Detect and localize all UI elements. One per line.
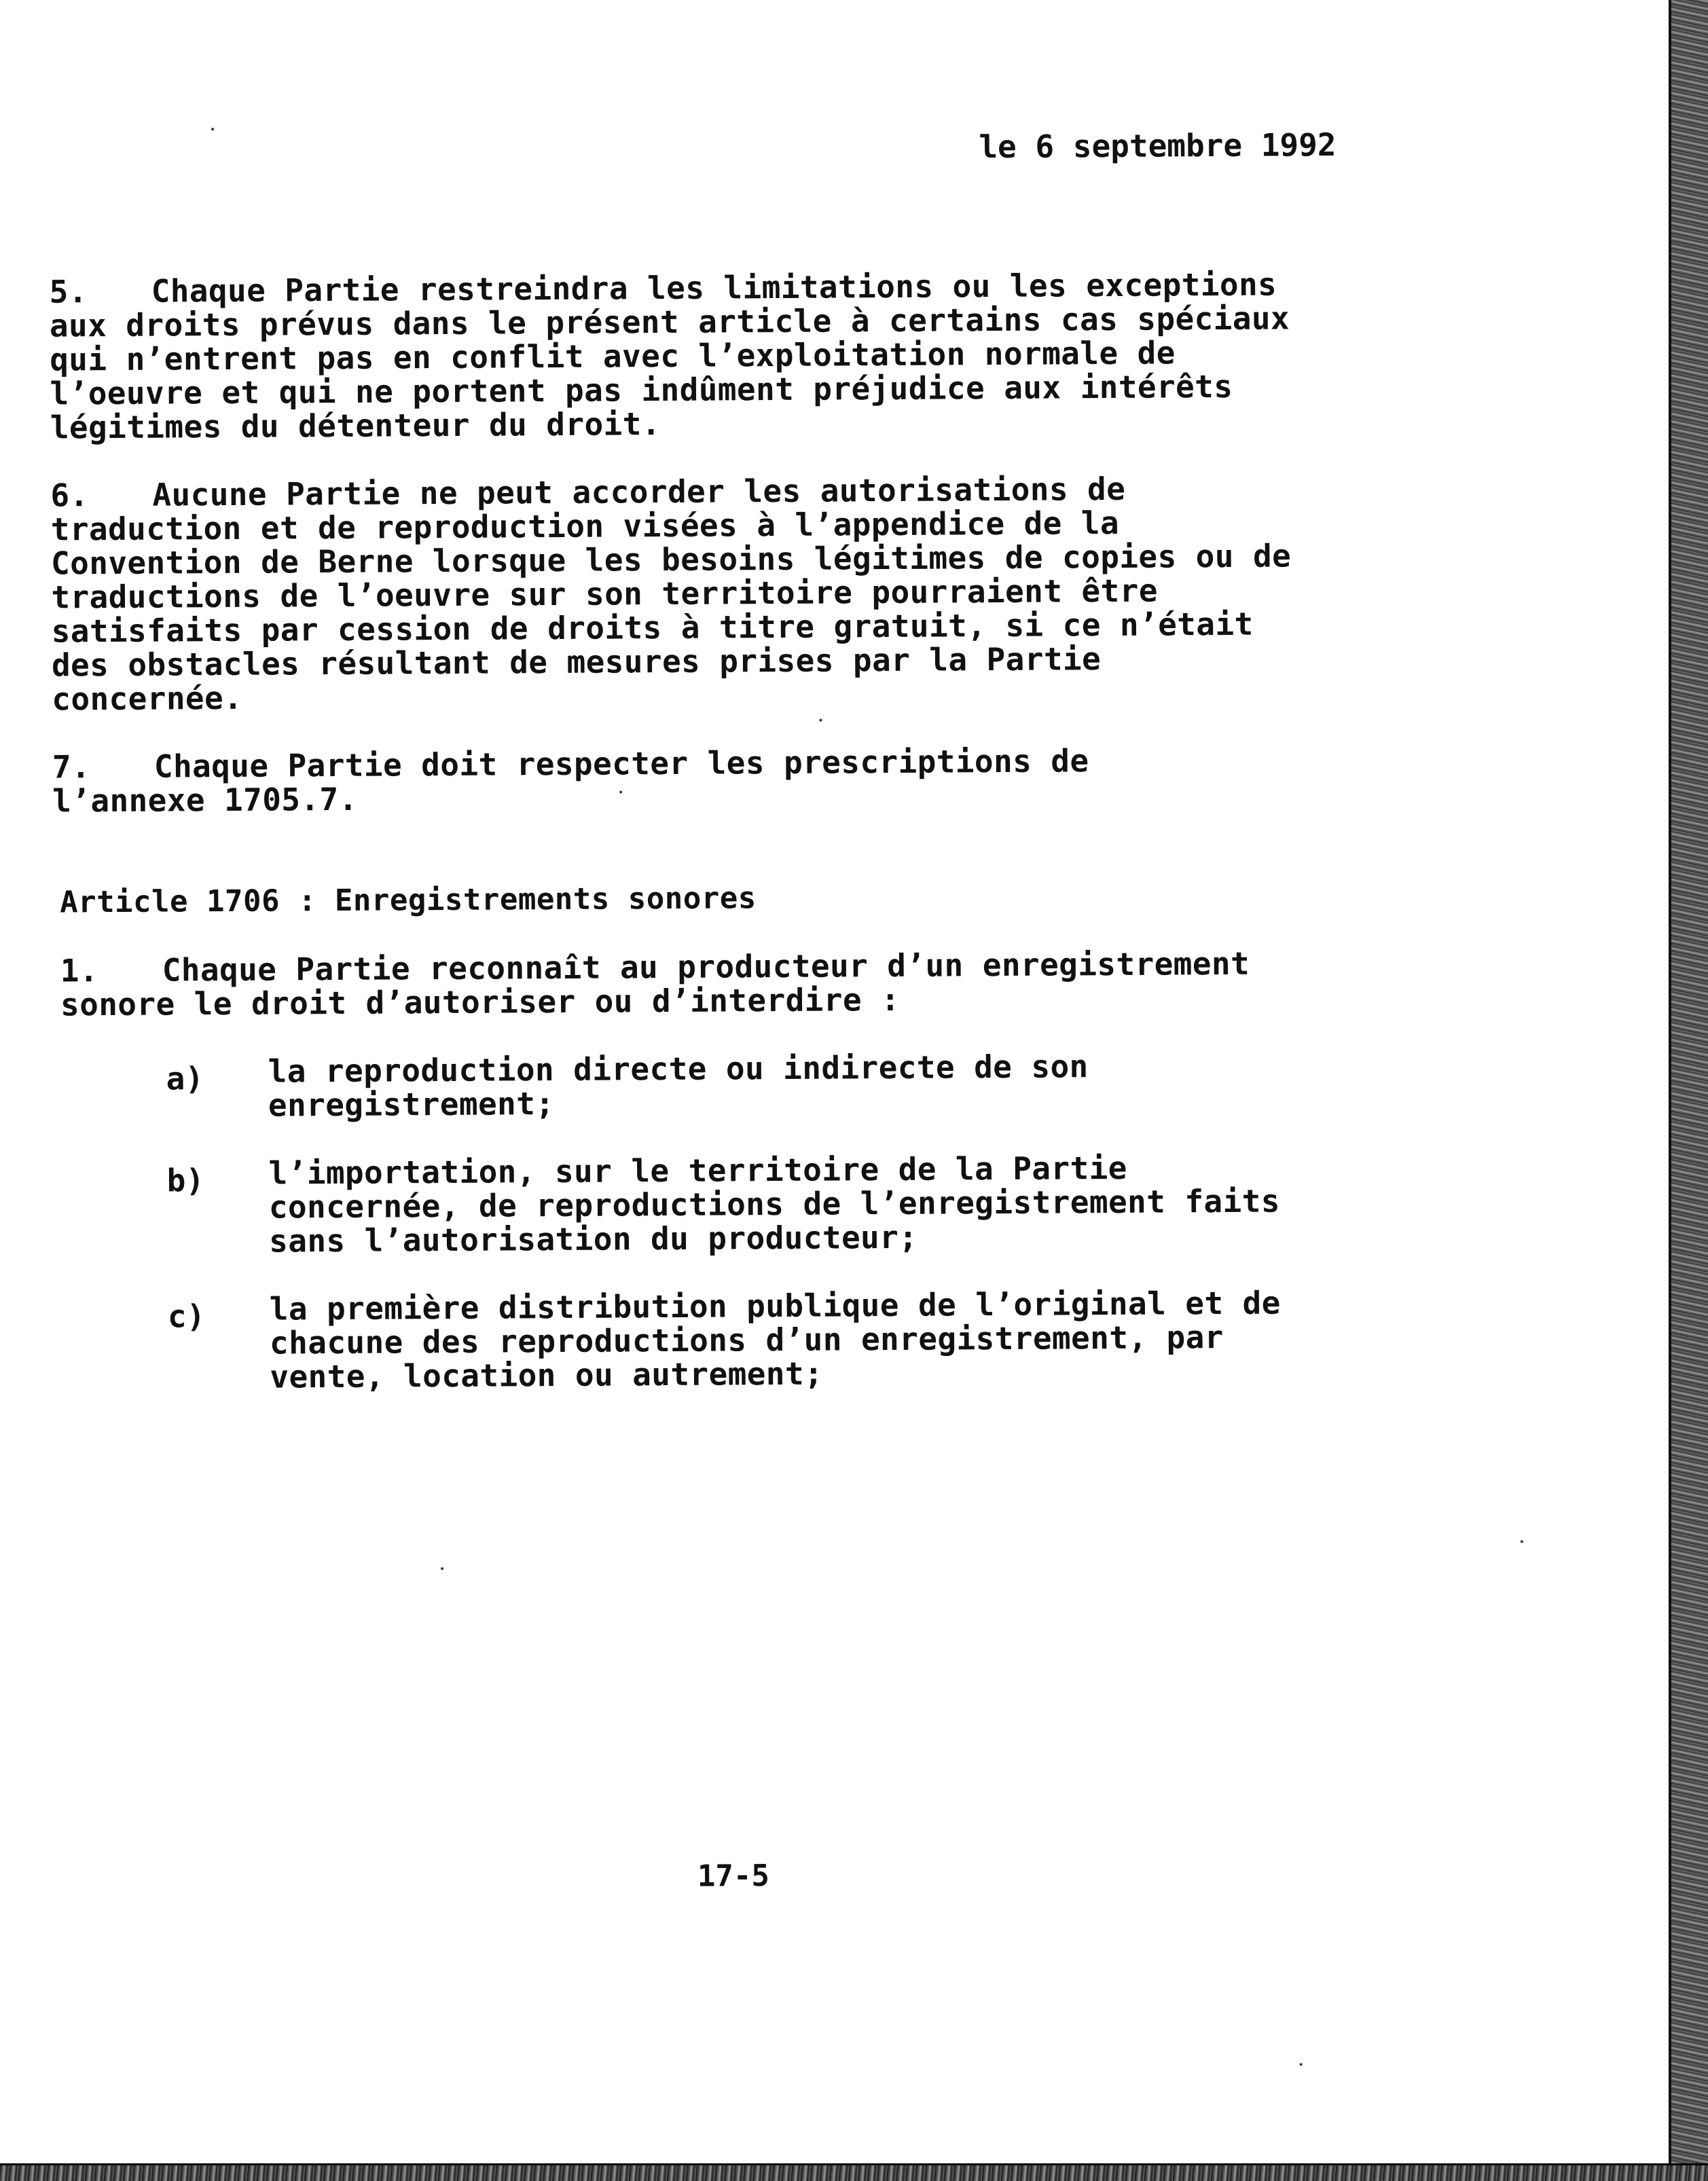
item-line: concernée, de reproductions de l’enregistrement faits bbox=[268, 1182, 1281, 1226]
paragraph-line: Convention de Berne lorsque les besoins légitimes de copies ou de bbox=[50, 537, 1292, 582]
paragraph-line: traductions de l’oeuvre sur son territoire pourraient être bbox=[51, 572, 1158, 616]
paragraph-number: 5. bbox=[49, 273, 88, 310]
article-heading: Article 1706 : Enregistrements sonores bbox=[59, 881, 757, 920]
paragraph-line: aux droits prévus dans le présent article à certains cas spéciaux bbox=[49, 299, 1290, 344]
scan-edge-bottom bbox=[0, 2163, 1708, 2181]
item-label: a) bbox=[166, 1060, 204, 1097]
paragraph-line: qui n’entrent pas en conflit avec l’exploitation normale de bbox=[50, 334, 1176, 378]
paragraph-line: légitimes du détenteur du droit. bbox=[50, 405, 661, 446]
paragraph-line: 5. Chaque Partie restreindra les limitations ou les exceptions bbox=[49, 265, 1277, 310]
scan-speck bbox=[441, 1567, 443, 1570]
item-line: la première distribution publique de l’original et de bbox=[269, 1284, 1281, 1327]
paragraph-line: l’oeuvre et qui ne portent pas indûment préjudice aux intérêts bbox=[50, 367, 1233, 412]
scan-speck bbox=[211, 128, 214, 130]
page-number: 17-5 bbox=[697, 1858, 770, 1894]
paragraph-line: l’annexe 1705.7. bbox=[52, 780, 358, 820]
item-line: la reproduction directe ou indirecte de son bbox=[268, 1048, 1089, 1090]
item-line: chacune des reproductions d’un enregistrement, par bbox=[269, 1319, 1224, 1361]
scan-speck bbox=[1521, 1540, 1523, 1543]
scan-speck bbox=[1300, 2063, 1303, 2066]
paragraph-line: des obstacles résultant de mesures prises par la Partie bbox=[51, 640, 1102, 684]
scan-speck bbox=[819, 719, 822, 722]
scan-speck bbox=[619, 790, 622, 793]
item-line: sans l’autorisation du producteur; bbox=[269, 1218, 918, 1260]
item-label: b) bbox=[166, 1162, 205, 1199]
scan-edge-right bbox=[1669, 0, 1708, 2181]
paragraph-line: concernée. bbox=[52, 679, 243, 718]
item-line: enregistrement; bbox=[268, 1085, 555, 1124]
paragraph-line: 6. Aucune Partie ne peut accorder les autorisations de bbox=[50, 470, 1126, 514]
paragraph-line: 1. Chaque Partie reconnaît au producteur d’un enregistrement bbox=[60, 945, 1250, 989]
paragraph-line: sonore le droit d’autoriser ou d’interdire : bbox=[60, 980, 901, 1023]
paragraph-number: 7. bbox=[52, 748, 91, 786]
item-line: vente, location ou autrement; bbox=[270, 1355, 824, 1395]
paragraph-line: satisfaits par cession de droits à titre gratuit, si ce n’était bbox=[51, 605, 1254, 650]
paragraph-number: 1. bbox=[60, 952, 99, 989]
paragraph-line: 7. Chaque Partie doit respecter les prescriptions de bbox=[52, 742, 1089, 786]
paragraph-number: 6. bbox=[50, 477, 89, 514]
paragraph-line: traduction et de reproduction visées à l’appendice de la bbox=[50, 504, 1120, 548]
document-date: le 6 septembre 1992 bbox=[979, 126, 1337, 166]
item-label: c) bbox=[167, 1298, 206, 1335]
item-line: l’importation, sur le territoire de la Partie bbox=[268, 1149, 1127, 1192]
